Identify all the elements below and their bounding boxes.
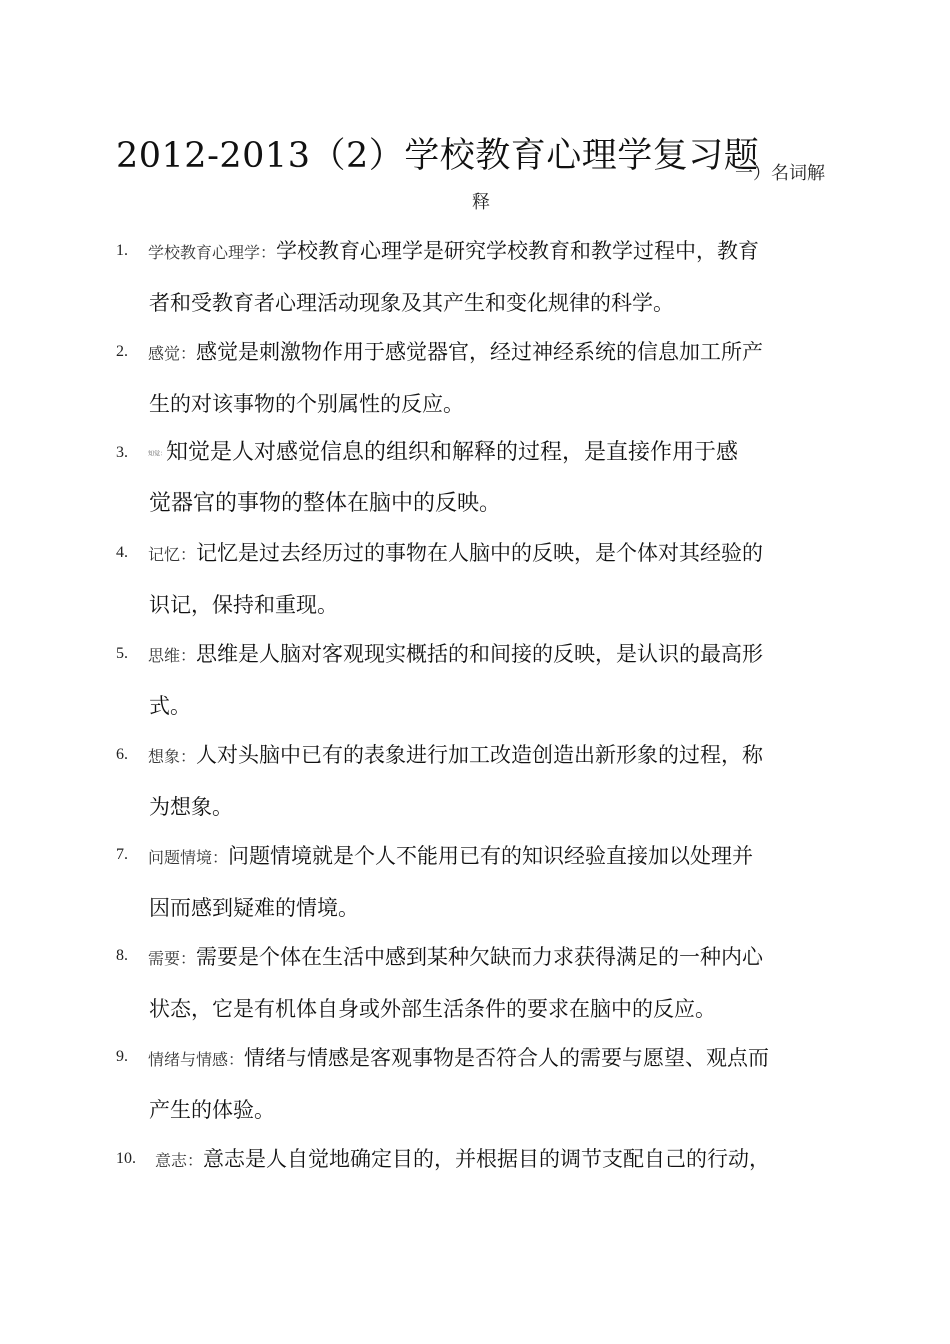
item-first-line <box>148 941 763 971</box>
item-definition-continuation: 生的对该事物的个别属性的反应。 <box>149 392 464 416</box>
item-definition-continuation: 状态，它是有机体自身或外部生活条件的要求在脑中的反应。 <box>149 997 716 1021</box>
item-term: 需要： <box>148 949 197 968</box>
item-number: 4. <box>116 544 128 561</box>
item-definition: 意志是人自觉地确定目的，并根据目的调节支配自己的行动， <box>203 1147 771 1171</box>
item-term: 思维： <box>148 646 197 665</box>
item-first-line <box>148 840 753 870</box>
item-number: 10. <box>116 1150 136 1167</box>
item-definition-continuation: 识记，保持和重现。 <box>149 593 338 617</box>
item-definition: 知觉是人对感觉信息的组织和解释的过程，是直接作用于感 <box>166 440 739 465</box>
item-number: 3. <box>116 444 128 461</box>
item-definition: 需要是个体在生活中感到某种欠缺而力求获得满足的一种内心 <box>196 945 764 969</box>
item-term: 意志： <box>155 1151 204 1170</box>
section-heading-continuation: 释 <box>472 192 490 213</box>
item-first-line <box>155 1143 770 1173</box>
item-number: 8. <box>116 947 128 964</box>
item-first-line <box>148 638 763 668</box>
item-term: 想象： <box>148 747 197 766</box>
item-number: 6. <box>116 746 128 763</box>
item-first-line <box>148 1042 769 1072</box>
item-definition-continuation: 为想象。 <box>149 795 233 819</box>
item-number: 1. <box>116 242 128 259</box>
page-title: 2012-2013（2）学校教育心理学复习题 <box>116 136 760 176</box>
item-definition: 问题情境就是个人不能用已有的知识经验直接加以处理并 <box>228 844 754 868</box>
item-term: 知觉： <box>148 450 167 458</box>
item-definition: 人对头脑中已有的表象进行加工改造创造出新形象的过程，称 <box>196 743 764 767</box>
item-definition: 记忆是过去经历过的事物在人脑中的反映，是个体对其经验的 <box>196 541 764 565</box>
item-term: 情绪与情感： <box>148 1050 245 1069</box>
item-term: 记忆： <box>148 545 197 564</box>
item-definition: 感觉是刺激物作用于感觉器官，经过神经系统的信息加工所产 <box>196 340 764 364</box>
item-definition: 学校教育心理学是研究学校教育和教学过程中，教育 <box>276 239 760 263</box>
item-number: 2. <box>116 343 128 360</box>
section-heading: 一）名词解 <box>735 163 825 184</box>
item-number: 9. <box>116 1048 128 1065</box>
item-first-line <box>148 336 763 366</box>
item-first-line <box>148 235 759 265</box>
item-term: 学校教育心理学： <box>148 243 277 262</box>
item-number: 7. <box>116 846 128 863</box>
item-definition-continuation: 觉器官的事物的整体在脑中的反映。 <box>149 491 502 516</box>
item-definition: 思维是人脑对客观现实概括的和间接的反映，是认识的最高形 <box>196 642 764 666</box>
item-definition-continuation: 产生的体验。 <box>149 1098 275 1122</box>
item-number: 5. <box>116 645 128 662</box>
item-term: 问题情境： <box>148 848 229 867</box>
item-definition-continuation: 因而感到疑难的情境。 <box>149 896 359 920</box>
item-first-line <box>148 537 763 567</box>
item-definition-continuation: 者和受教育者心理活动现象及其产生和变化规律的科学。 <box>149 291 674 315</box>
item-definition-continuation: 式。 <box>149 694 191 718</box>
item-definition: 情绪与情感是客观事物是否符合人的需要与愿望、观点而 <box>244 1046 770 1070</box>
item-first-line <box>148 435 738 466</box>
item-first-line <box>148 739 763 769</box>
item-term: 感觉： <box>148 344 197 363</box>
